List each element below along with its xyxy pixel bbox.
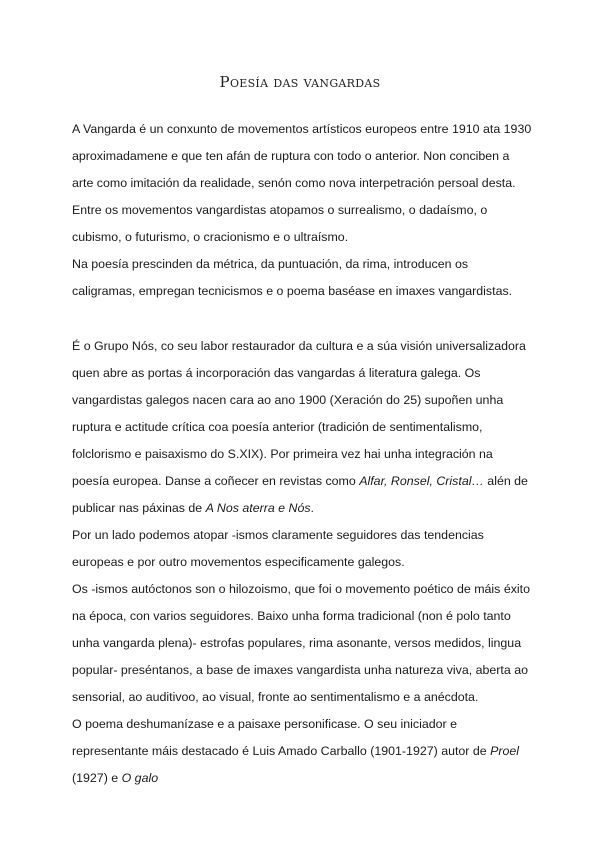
document-body: [72, 116, 532, 792]
paragraph-hilozoismo: Os -ismos autóctonos son o hilozoismo, que foi o movemento poético de máis éxito na época, con varios seguidores. Baixo unha forma tradicional (non é polo tanto unha vangarda plena)- estrofas populares, rima asonante, versos medidos, lingua popular- preséntanos, a base de imaxes vangardista unha natureza viva, aberta ao sensorial, ao auditivoo, ao visual, fronte ao sentimentalismo e a anécdota.: [72, 582, 530, 704]
text-run: alén de publicar nas páxinas de: [72, 474, 528, 515]
paragraph-grupo-nos: [72, 333, 532, 522]
text-run: .: [310, 501, 314, 515]
page-title: Poesía das vangardas: [219, 73, 381, 91]
paragraph-vangarda-definition: A Vangarda é un conxunto de movementos artísticos europeos entre 1910 ata 1930 aproximadamene e que ten afán de ruptura con todo o anterior. Non conciben a arte como imitación da realidade, senón como nova interpetración persoal desta. Entre os movementos vangardistas atopamos o surrealismo, o dadaísmo, o cubismo, o futurismo, o cracionismo e o ultraísmo.: [72, 122, 532, 244]
paragraph-spacer: [72, 305, 532, 333]
text-run: É o Grupo Nós, co seu labor restaurador da cultura e a súa visión universalizadora quen abre as portas á incorporación das vangardas á literatura galega. Os vangardistas galegos nacen cara ao ano 1900 (Xeración do 25) supoñen unha ruptura e actitude crítica coa poesía anterior (tradición de sentimentalismo, folclorismo e paisaxismo do S.XIX). Por primeira vez hai unha integración na poesía europea. Danse a coñecer en revistas como: [72, 339, 526, 488]
paragraph-ismos-overview: Por un lado podemos atopar -ismos claramente seguidores das tendencias europeas e por outro movementos especificamente galegos.: [72, 528, 484, 569]
book-title-o-galo: O galo: [121, 771, 159, 785]
text-run: (1927) e: [72, 771, 122, 785]
paragraph-amado-carballo: [72, 711, 532, 792]
paragraph-poetry-features: Na poesía prescinden da métrica, da puntuación, da rima, introducen os caligramas, empregan tecnicismos e o poema baséase en imaxes vangardistas.: [72, 257, 513, 298]
publication-names: A Nos aterra e Nós: [205, 501, 311, 515]
book-title-proel: Proel: [490, 744, 520, 758]
text-run: O poema deshumanízase e a paisaxe personificase. O seu iniciador e representante máis destacado é Luis Amado Carballo (1901-1927) autor de: [72, 717, 491, 758]
magazine-names: Alfar, Ronsel, Cristal…: [359, 474, 484, 488]
